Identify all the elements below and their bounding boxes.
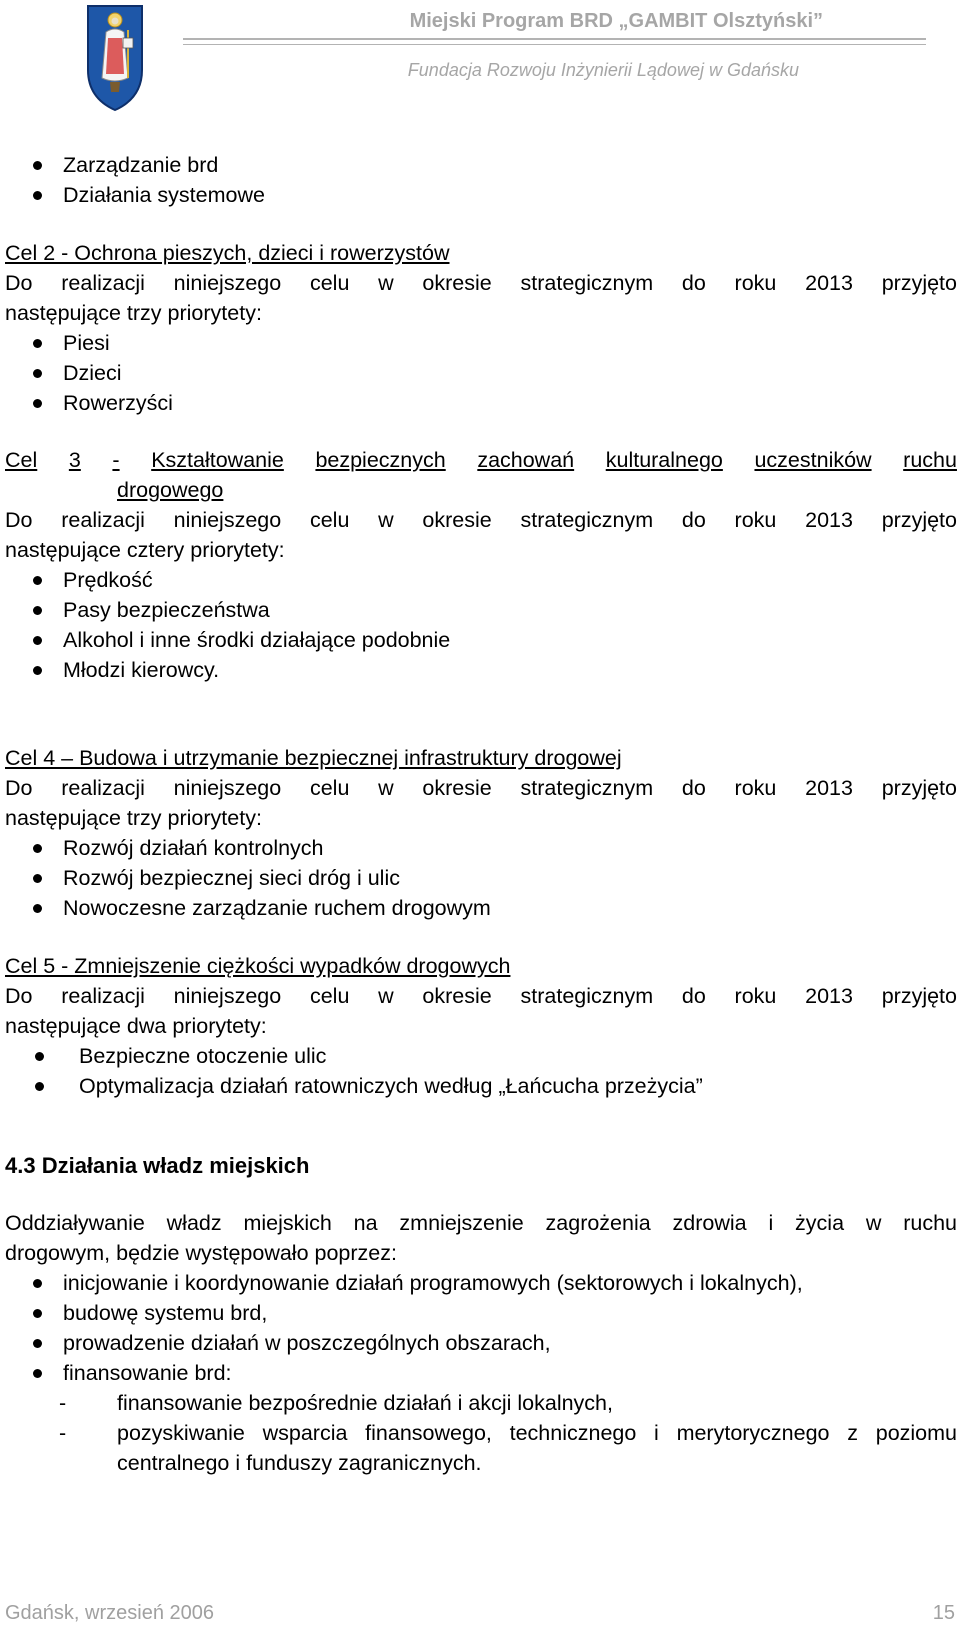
list-item: Alkohol i inne środki działające podobnie [5, 625, 957, 655]
goal-3-intro: Do realizacji niniejszego celu w okresie strategicznym do roku 2013 przyjęto [5, 508, 957, 532]
bullet-icon [33, 161, 42, 170]
olsztyn-coat-of-arms-icon [86, 4, 144, 112]
authority-actions-list [5, 1268, 957, 1388]
bullet-icon [35, 1082, 44, 1091]
bullet-icon [33, 874, 42, 883]
list-item: Zarządzanie brd [5, 150, 957, 180]
bullet-icon [33, 1279, 42, 1288]
bullet-icon [33, 576, 42, 585]
bullet-icon [33, 1339, 42, 1348]
goal-5-intro: Do realizacji niniejszego celu w okresie strategicznym do roku 2013 przyjęto [5, 984, 957, 1008]
list-item: Młodzi kierowcy. [5, 655, 957, 685]
section-paragraph: Oddziaływanie władz miejskich na zmniejszenie zagrożenia zdrowia i życia w ruchu [5, 1211, 957, 1235]
bullet-icon [33, 606, 42, 615]
list-item: Optymalizacja działań ratowniczych według „Łańcucha przeżycia” [5, 1071, 957, 1101]
goal-5-priorities [5, 1041, 957, 1101]
bullet-icon [35, 1052, 44, 1061]
goal-4-intro: Do realizacji niniejszego celu w okresie strategicznym do roku 2013 przyjęto [5, 776, 957, 800]
financing-sublist [5, 1388, 957, 1478]
list-item: budowę systemu brd, [5, 1298, 957, 1328]
list-item: Prędkość [5, 565, 957, 595]
page-number: 15 [932, 1602, 955, 1624]
goal-2-heading: Cel 2 - Ochrona pieszych, dzieci i rowerzystów [5, 241, 450, 265]
goal-3-intro-cont: następujące cztery priorytety: [5, 538, 285, 562]
list-item: finansowanie brd: [5, 1358, 957, 1388]
list-item: Piesi [5, 328, 957, 358]
bullet-icon [33, 666, 42, 675]
goal-4-heading: Cel 4 – Budowa i utrzymanie bezpiecznej infrastruktury drogowej [5, 746, 622, 770]
foundation-subtitle: Fundacja Rozwoju Inżynierii Lądowej w Gdańsku [407, 60, 799, 80]
goal-5-intro-cont: następujące dwa priorytety: [5, 1014, 267, 1038]
bullet-icon [33, 191, 42, 200]
page-header [0, 0, 960, 120]
list-item: inicjowanie i koordynowanie działań programowych (sektorowych i lokalnych), [5, 1268, 957, 1298]
section-heading: 4.3 Działania władz miejskich [5, 1153, 310, 1178]
bullet-icon [33, 1309, 42, 1318]
bullet-icon [33, 904, 42, 913]
list-item: Rozwój bezpiecznej sieci dróg i ulic [5, 863, 957, 893]
list-item: Nowoczesne zarządzanie ruchem drogowym [5, 893, 957, 923]
list-item: Bezpieczne otoczenie ulic [5, 1041, 957, 1071]
list-item: Pasy bezpieczeństwa [5, 595, 957, 625]
bullet-icon [33, 399, 42, 408]
section-paragraph-cont: drogowym, będzie występowało poprzez: [5, 1241, 397, 1265]
list-item: Dzieci [5, 358, 957, 388]
program-title: Miejski Program BRD „GAMBIT Olsztyński” [409, 10, 823, 32]
bullet-icon [33, 844, 42, 853]
top-priority-list [5, 150, 957, 210]
goal-5-heading: Cel 5 - Zmniejszenie ciężkości wypadków drogowych [5, 954, 511, 978]
header-divider [183, 38, 926, 40]
bullet-icon [33, 1369, 42, 1378]
goal-4-priorities [5, 833, 957, 923]
document-body [5, 150, 957, 1478]
goal-2-priorities [5, 328, 957, 418]
goal-2-intro: Do realizacji niniejszego celu w okresie strategicznym do roku 2013 przyjęto [5, 271, 957, 295]
sub-list-item: - pozyskiwanie wsparcia finansowego, technicznego i merytorycznego z poziomu centralnego i funduszy zagranicznych. [59, 1421, 957, 1475]
goal-3-heading-cont: drogowego [117, 478, 224, 502]
goal-4-intro-cont: następujące trzy priorytety: [5, 806, 262, 830]
sub-list-item: - finansowanie bezpośrednie działań i akcji lokalnych, [59, 1391, 613, 1415]
header-divider-thin [183, 44, 926, 45]
goal-3-priorities [5, 565, 957, 685]
list-item: Rowerzyści [5, 388, 957, 418]
goal-3-heading: Cel 3 - Kształtowanie bezpiecznych zachowań kulturalnego uczestników ruchu [5, 448, 957, 472]
list-item: Działania systemowe [5, 180, 957, 210]
list-item: prowadzenie działań w poszczególnych obszarach, [5, 1328, 957, 1358]
bullet-icon [33, 339, 42, 348]
bullet-icon [33, 636, 42, 645]
goal-2-intro-cont: następujące trzy priorytety: [5, 301, 262, 325]
footer-place-date: Gdańsk, wrzesień 2006 [5, 1602, 215, 1624]
bullet-icon [33, 369, 42, 378]
list-item: Rozwój działań kontrolnych [5, 833, 957, 863]
